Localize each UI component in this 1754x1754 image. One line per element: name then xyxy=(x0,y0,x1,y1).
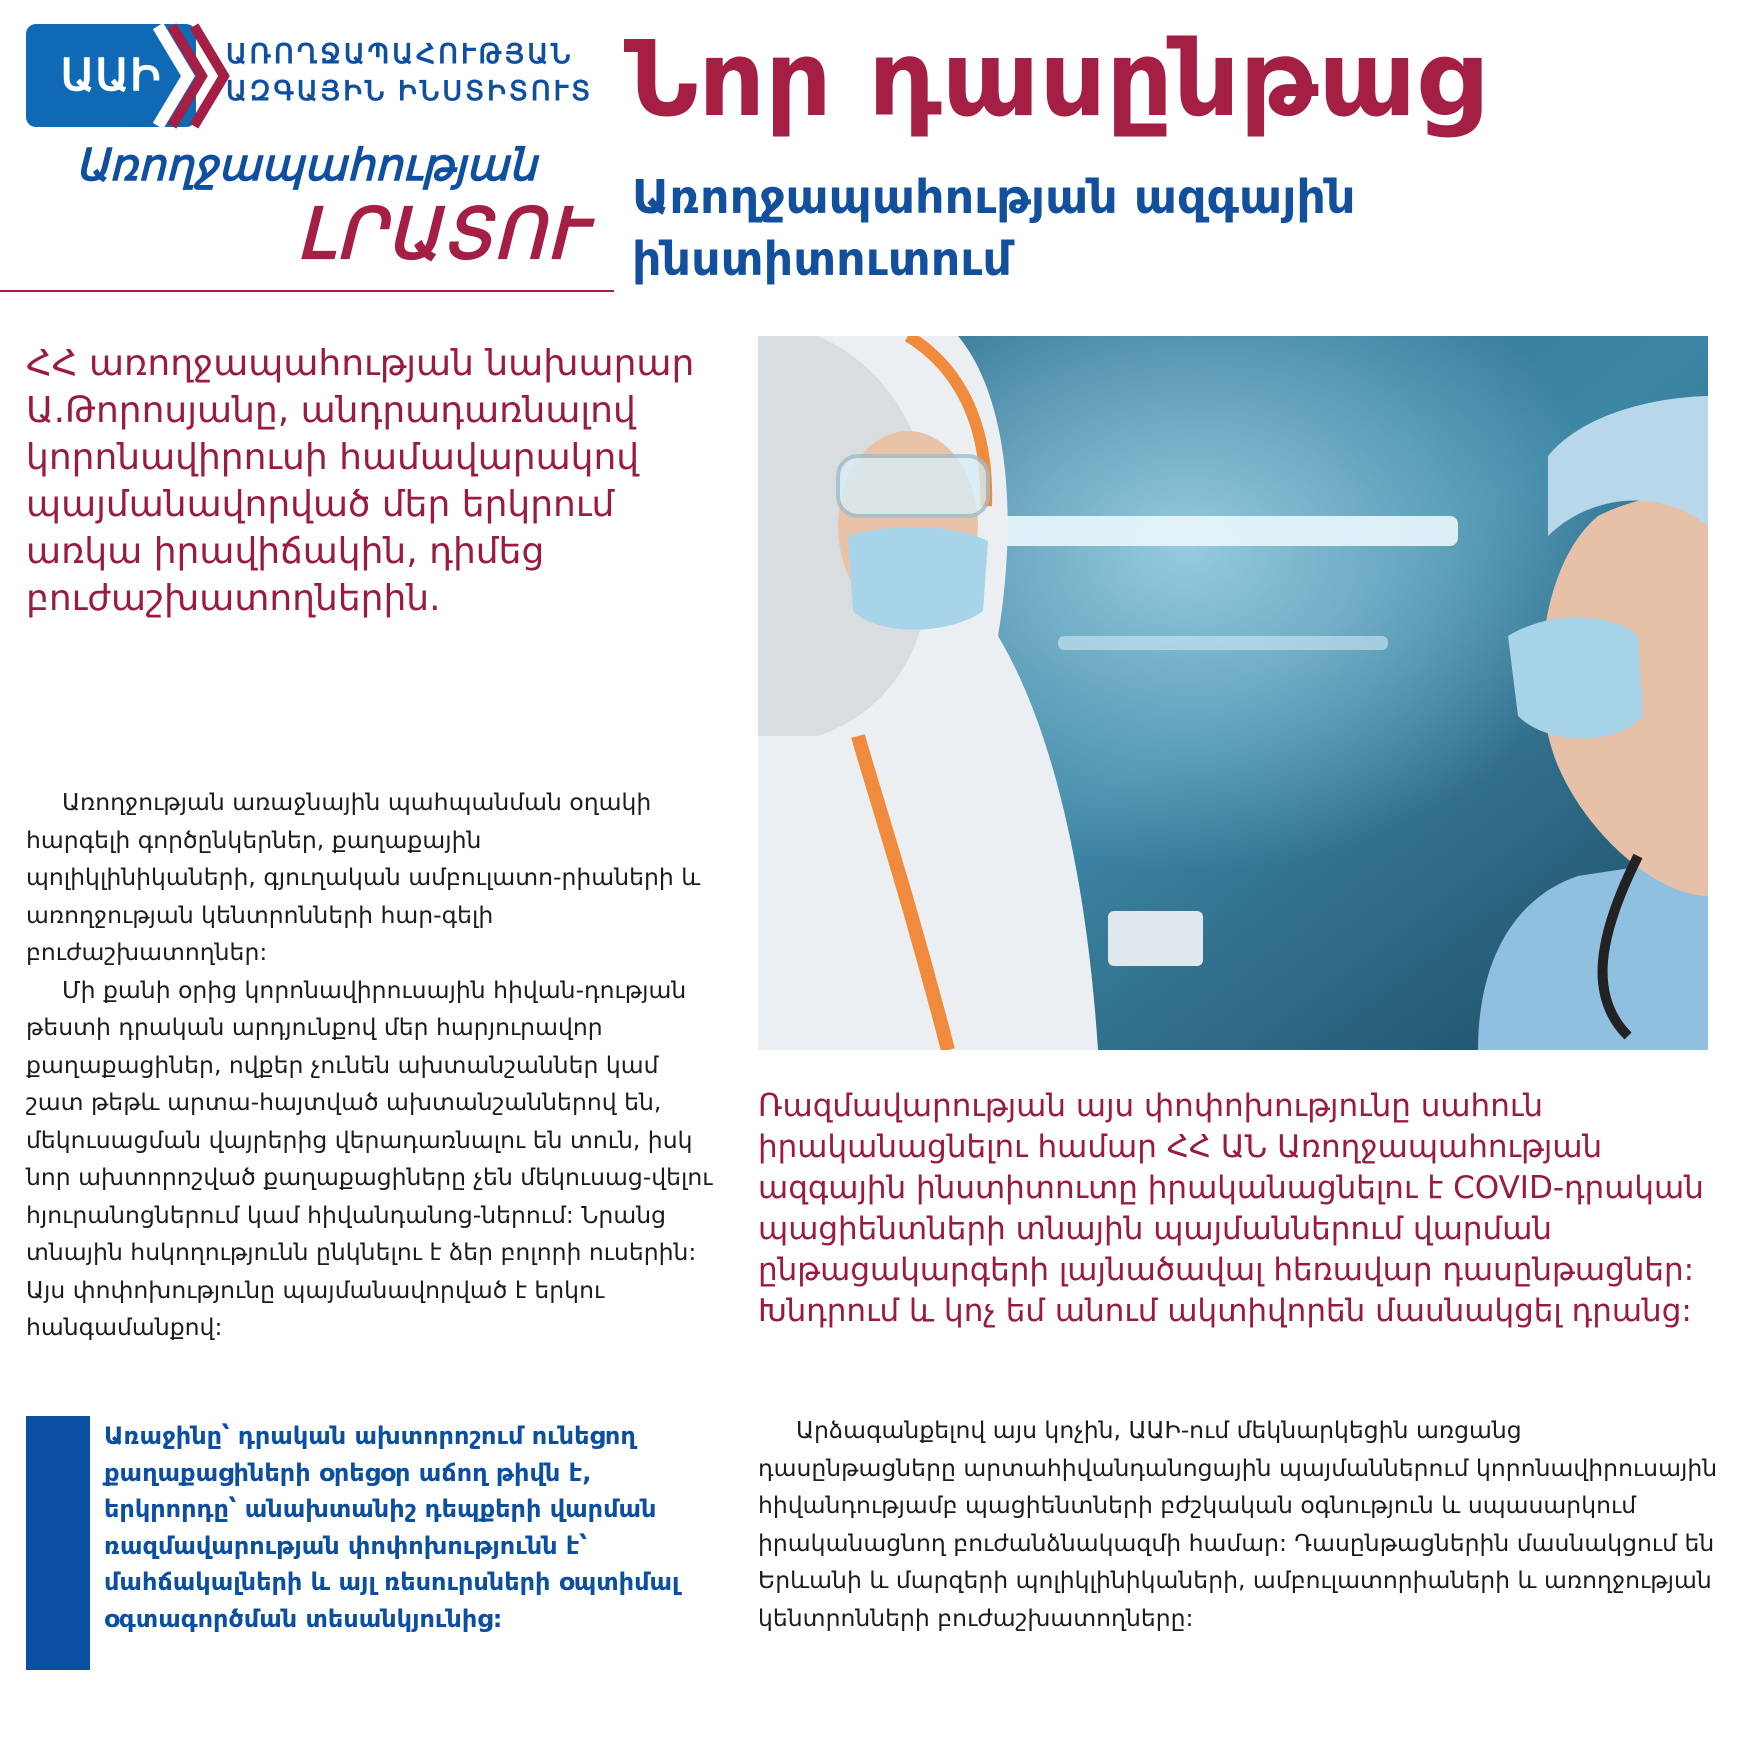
body-paragraph-1: Առողջության առաջնային պահպանման օղակի հարգելի գործընկերներ, քաղաքային պոլիկլինիկաների, գյուղական ամբուլատո-րիաների և առողջության կենտրոնների հար-գելի բուժաշխատողներ: xyxy=(26,788,701,966)
left-body-text xyxy=(26,784,716,1347)
logo-chevron-icon xyxy=(150,20,230,132)
page-title: Նոր դասընթաց xyxy=(624,18,1483,140)
bulletin-title-line2: ԼՐԱՏՈՒ xyxy=(296,195,586,273)
bulletin-title-line1: Առողջապահության xyxy=(75,141,537,190)
lead-paragraph: ՀՀ առողջապահության նախարար Ա.Թորոսյանը, անդրադառնալով կորոնավիրուսի համավարակով պայմանավորված մեր երկրում առկա իրավիճակին, դիմեց բուժաշխատողներին. xyxy=(26,343,695,619)
logo-text: ԱԱԻ xyxy=(60,51,162,100)
header-divider xyxy=(0,290,614,292)
institute-name: ԱՌՈՂՋԱՊԱՀՈՒԹՅԱՆ ԱԶԳԱՅԻՆ ԻՆՍՏԻՏՈՒՏ xyxy=(226,39,594,106)
body-paragraph-2: Մի քանի օրից կորոնավիրուսային հիվան-դության թեստի դրական արդյունքով մեր հարյուրավոր քաղաքացիներ, ովքեր չունեն ախտանշաններ կամ շատ թեթև արտա-հայտված ախտանշաններով են, մեկուսացման վայրերից վերադառնալու են տուն, իսկ նոր ախտորոշված քաղաքացիները չեն մեկուսաց-վելու հյուրանոցներում կամ հիվանդանոց-ներում: Նրանց տնային հսկողությունն ընկնելու է ձեր բոլորի ուսերին: Այս փոփոխությունը պայմանավորված է երկու հանգամանքով: xyxy=(26,975,713,1341)
right-body-text xyxy=(758,1412,1718,1637)
page-subtitle: Առողջապահության ազգային ինստիտուտում xyxy=(632,170,1356,286)
photo-illustration xyxy=(758,336,1708,1050)
medical-staff-photo xyxy=(758,336,1708,1050)
quote-accent-bar xyxy=(26,1416,90,1670)
right-body-paragraph: Արձագանքելով այս կոչին, ԱԱԻ-ում մեկնարկեցին առցանց դասընթացները արտահիվանդանոցային պայմաններում կորոնավիրուսային հիվանդությամբ պացիենտների բժշկական օգնություն և սպասարկում իրականացնող բուժանձնակազմի համար: Դասընթացներին մասնակցում են Երևանի և մարզերի պոլիկլինիկաների, ամբուլատորիաների և առողջության կենտրոնների բուժաշխատողները: xyxy=(758,1416,1718,1632)
right-lead-paragraph: Ռազմավարության այս փոփոխությունը սահուն իրականացնելու համար ՀՀ ԱՆ Առողջապահության ազգային ինստիտուտը իրականացնելու է COVID-դրական պացիենտների տնային պայմաններում վարման ընթացակարգերի լայնածավալ հեռավար դասընթացներ: Խնդրում և կոչ եմ անում ակտիվորեն մասնակցել դրանց: xyxy=(758,1088,1704,1329)
pull-quote: Առաջինը՝ դրական ախտորոշում ունեցող քաղաքացիների օրեցօր աճող թիվն է, երկրորդը՝ անախտանիշ դեպքերի վարման ռազմավարության փոփոխությունն է՝ մահճակալների և այլ ռեսուրսների օպտիմալ օգտագործման տեսանկյունից: xyxy=(104,1422,680,1633)
